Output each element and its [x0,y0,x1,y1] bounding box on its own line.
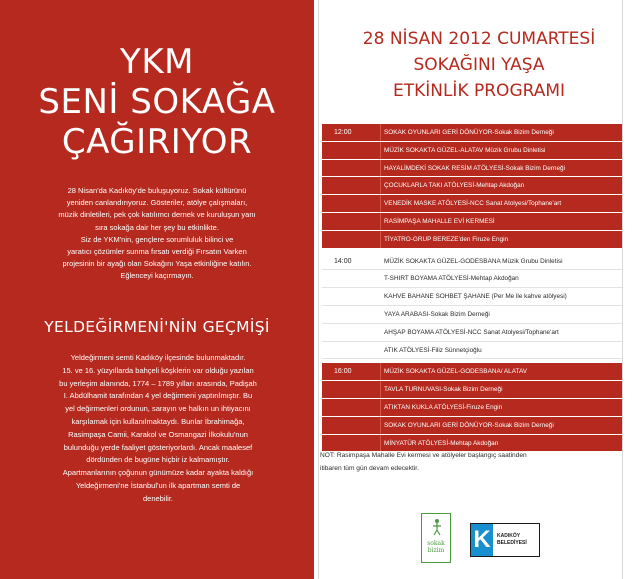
schedule-event: SOKAK OYUNLARI GERİ DÖNÜYOR-Sokak Bizim Derneği [384,421,554,429]
note-text [320,450,620,475]
intro-line: sıra sokağa dair her şey bu etkinlikte. [95,222,219,232]
schedule-event: KAHVE BAHANE SOHBET ŞAHANE (Per Me lle kahve atölyesi) [384,293,567,301]
note-line: itibaren tüm gün devam edecektir. [320,464,419,472]
logo-text: bizim [427,547,445,554]
row-separator [380,195,381,212]
schedule-row [322,142,622,160]
title-line: ÇAĞIRIYOR [61,122,253,162]
history-line: 15. ve 16. yüzyıllarda bahçeli köşklerin var olduğu yazılan [62,365,254,375]
schedule-event: ATIKTAN KUKLA ATÖLYESİ-Firuze Engin [384,403,503,411]
logo-line: KADIKÖY [497,533,521,539]
row-separator [380,124,381,141]
intro-line: 28 Nisan'da Kadıköy'de buluşuyoruz. Sokak kültürünü [67,186,247,195]
row-separator [380,231,381,248]
schedule-event: VENEDİK MASKE ATÖLYESİ-NCC Sanat Atolyesi/Tophane'art [384,200,562,208]
row-separator [380,435,381,452]
schedule-row [322,231,622,249]
history-line: Rasimpaşa Camii, Karakol ve Osmangazi İlkokulu'nun [68,429,248,439]
k-mark-icon: K [471,524,493,556]
schedule-event: RASİMPAŞA MAHALLE EVİ KERMESİ [384,217,495,225]
schedule-event: TİYATRO-GRUP BEREZE'den Firuze Engin [384,235,509,243]
schedule-event: MÜZİK SOKAKTA GÜZEL-GODESBANA/ ALATAV [384,368,527,376]
logo-text: sokak [427,540,445,547]
history-line: karşılamak için kullanılmaktaydı. Bunlar İbrahimağa, [71,416,245,426]
history-line: Yeldeğirmeni'ne İstanbul'un ilk apartman semti de [75,480,241,490]
intro-line: yaratıcı çözümler sunma fırsatı verdiği Fırsatın Varken [67,247,247,257]
logo-line: BELEDİYESİ [497,540,527,546]
schedule-event: ÇOCUKLARLA TAKI ATÖLYESİ-Mehtap Akdoğan [384,182,525,190]
schedule-row [322,195,622,213]
schedule-time: 14:00 [334,257,352,265]
schedule-row [322,270,622,288]
schedule-event: AHŞAP BOYAMA ATÖLYESİ-NCC Sanat Atolyesi/Tophane'art [384,328,559,336]
schedule-row [322,288,622,306]
history-line: dördünden de bugüne hiçbir iz kalmamıştır. [86,455,230,465]
program-title [318,26,640,104]
intro-line: yeniden canlandırıyoruz. Gösteriler, atölye çalışmaları, [66,198,248,208]
row-separator [380,417,381,434]
schedule-event: YAYA ARABASI-Sokak Bizim Derneği [384,310,490,318]
schedule-row [322,213,622,231]
history-line: yel değirmenleri ordunun, sarayın ve halkın un ihtiyacını [65,404,251,414]
schedule-row [322,399,622,417]
title-line: YKM [120,42,194,82]
program-title-line: ETKİNLİK PROGRAMI [392,81,566,101]
schedule-event: ATIK ATÖLYESİ-Filiz Sünnetçioğlu [384,346,482,354]
schedule-row [322,381,622,399]
schedule-event: MÜZİK SOKAKTA GÜZEL-ALATAV Müzik Grubu Dinletisi [384,146,546,154]
history-line: bu yerleşim alanında, 1774 – 1789 yılları arasında, Padişah [59,378,257,388]
schedule-event: HAYALİMDEKİ SOKAK RESİM ATÖLYESİ-Sokak Bizim Derneği [384,164,566,172]
sokak-bizim-logo [421,513,451,563]
logo-text [493,524,539,556]
schedule-row [322,306,622,324]
note-line: NOT: Rasimpaşa Mahalle Evi kermesi ve atölyeler başlangıç saatinden [320,452,527,459]
history-line: denebilir. [142,493,174,503]
history-heading: YELDEĞİRMENİ'NİN GEÇMİŞİ [44,318,270,336]
schedule-event: SOKAK OYUNLARI GERİ DÖNÜYOR-Sokak Bizim Derneği [384,129,554,136]
program-title-line: 28 NİSAN 2012 CUMARTESİ [362,29,596,49]
kadikoy-belediyesi-logo [470,523,540,557]
schedule-row [322,342,622,360]
history-line: Apartmanlarının çoğunun günümüze kadar ayakta kaldığı [62,468,254,478]
title-line: SENİ SOKAĞA [38,82,276,122]
schedule-row [322,253,622,271]
intro-text [18,185,296,283]
intro-line: müzik dinletileri, pek çok katılımcı dernek ve kuruluşun yanı [58,210,256,220]
schedule-table [322,124,622,452]
intro-line: Eğlenceyi kaçırmayın. [120,271,194,281]
schedule-row [322,160,622,178]
schedule-row [322,177,622,195]
history-line: bulunduğu yerde faaliyet gösteriyorlardı. Ancak maalesef [63,442,253,452]
schedule-event: MİNYATÜR ATÖLYESİ-Mehtap Akdoğan [384,439,499,447]
intro-line: Siz de YKM'nin, gençlere sorumluluk bilinci ve [80,234,234,244]
row-separator [380,160,381,177]
schedule-time: 12:00 [334,129,352,136]
program-title-line: SOKAĞINI YAŞA [413,55,545,75]
history-text [18,352,298,506]
row-separator [380,399,381,416]
schedule-event: TAVLA TURNUVASI-Sokak Bizim Derneği [384,386,503,394]
history-line: I. Abdülhamit tarafından 4 yel değirmeni yaptırılmıştır. Bu [63,391,253,401]
main-title [0,42,314,162]
intro-line: projesinin bir ayağı olan Sokağını Yaşa etkinliğine katılın. [62,259,252,269]
schedule-event: T-SHIRT BOYAMA ATÖLYESİ-Mehtap Akdoğan [384,275,519,283]
schedule-row [322,324,622,342]
schedule-event: MÜZİK SOKAKTA GÜZEL-GODESBANA Müzik Grubu Dinletisi [384,257,563,265]
row-separator [380,381,381,398]
schedule-row [322,417,622,435]
left-panel [0,0,314,579]
schedule-row [322,363,622,381]
row-separator [380,363,381,380]
history-line: Yeldeğirmeni semti Kadıköy ilçesinde bulunmaktadır. [70,353,246,362]
row-separator [380,177,381,194]
schedule-row [322,124,622,142]
row-separator [380,213,381,230]
schedule-time: 16:00 [334,368,352,376]
figure-icon [431,518,443,536]
row-separator [380,142,381,159]
